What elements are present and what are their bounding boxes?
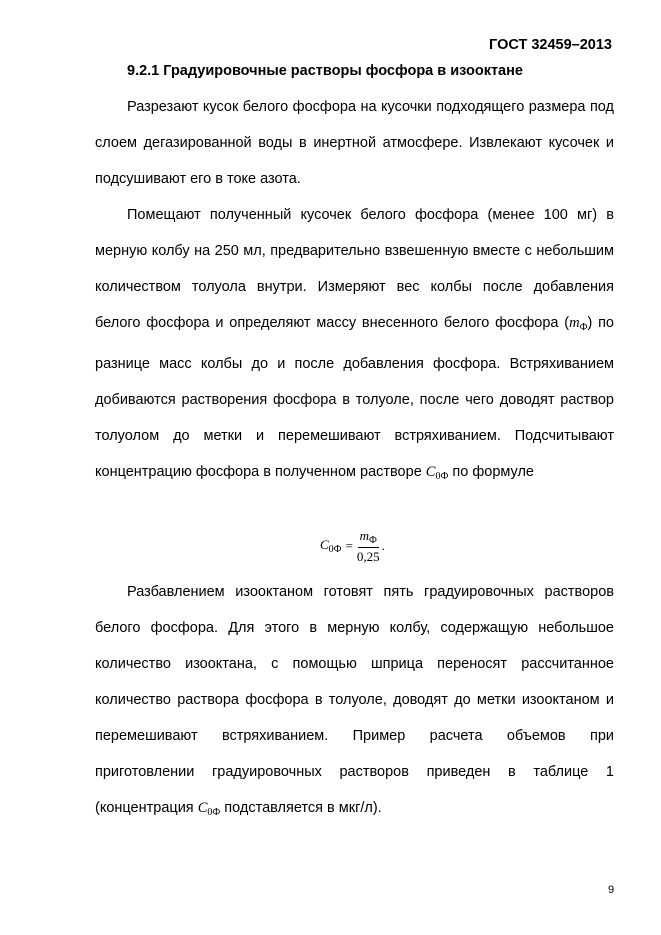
- formula-trailing-period: .: [381, 538, 385, 553]
- concentration-variable-subscript: 0Ф: [207, 807, 221, 818]
- concentration-formula: [320, 528, 385, 564]
- paragraph-phosphorus-cutting: [95, 89, 614, 197]
- paragraph-text: по формуле: [448, 464, 534, 480]
- paragraph-text: Разрезают кусок белого фосфора на кусочки подходящего размера под слоем дегазированной воды в инертной атмосфере. Извлекают кусочек и подсушивают его в токе азота.: [95, 99, 614, 187]
- paragraph-text: ) по разнице масс колбы до и после добавления фосфора. Встряхиванием добиваются растворения фосфора в толуоле, после чего доводят раствор толуолом до метки и перемешивают встряхиванием. Подсчитывают концентрацию фосфора в полученном растворе: [95, 315, 614, 480]
- mass-variable-subscript: Ф: [579, 322, 588, 333]
- document-standard-number: ГОСТ 32459–2013: [489, 37, 612, 53]
- formula-numerator: $m_Ф$: [359, 527, 377, 546]
- concentration-variable: $C_{0Ф}$: [425, 464, 449, 482]
- concentration-variable: $C_{0Ф}$: [197, 800, 221, 818]
- page-number: 9: [608, 884, 615, 896]
- paragraph-text: Помещают полученный кусочек белого фосфора (менее 100 мг) в мерную колбу на 250 мл, предварительно взвешенную вместе с небольшим количеством толуола внутри. Измеряют вес колбы после добавления белого фосфора и определяют массу внесенного белого фосфора (: [95, 207, 614, 331]
- formula-denominator: 0,25: [356, 548, 380, 564]
- paragraph-text: Разбавлением изооктаном готовят пять градуировочных растворов белого фосфора. Для этого в мерную колбу, содержащую небольшое количество изооктана, с помощью шприца переносят рассчитанное количество раствора фосфора в толуоле, доводят до метки изооктаном и перемешивают встряхиванием. Пример расчета объемов при приготовлении градуировочных растворов приведен в таблице 1 (концентрация: [95, 584, 614, 816]
- paragraph-solution-preparation: [95, 197, 614, 495]
- formula-fraction: [357, 528, 380, 565]
- section-title: 9.2.1 Градуировочные растворы фосфора в изооктане: [127, 63, 523, 79]
- paragraph-calibration-solutions: [95, 574, 614, 831]
- formula-numerator-subscript: Ф: [369, 534, 377, 546]
- formula-lhs-subscript: 0Ф: [328, 544, 342, 555]
- formula-equals-sign: =: [345, 538, 353, 553]
- concentration-variable-subscript: 0Ф: [435, 471, 449, 482]
- mass-variable: $m_Ф$: [569, 315, 588, 333]
- paragraph-text: подставляется в мкг/л).: [220, 800, 382, 816]
- formula-lhs: $C_{0Ф}$: [320, 537, 342, 555]
